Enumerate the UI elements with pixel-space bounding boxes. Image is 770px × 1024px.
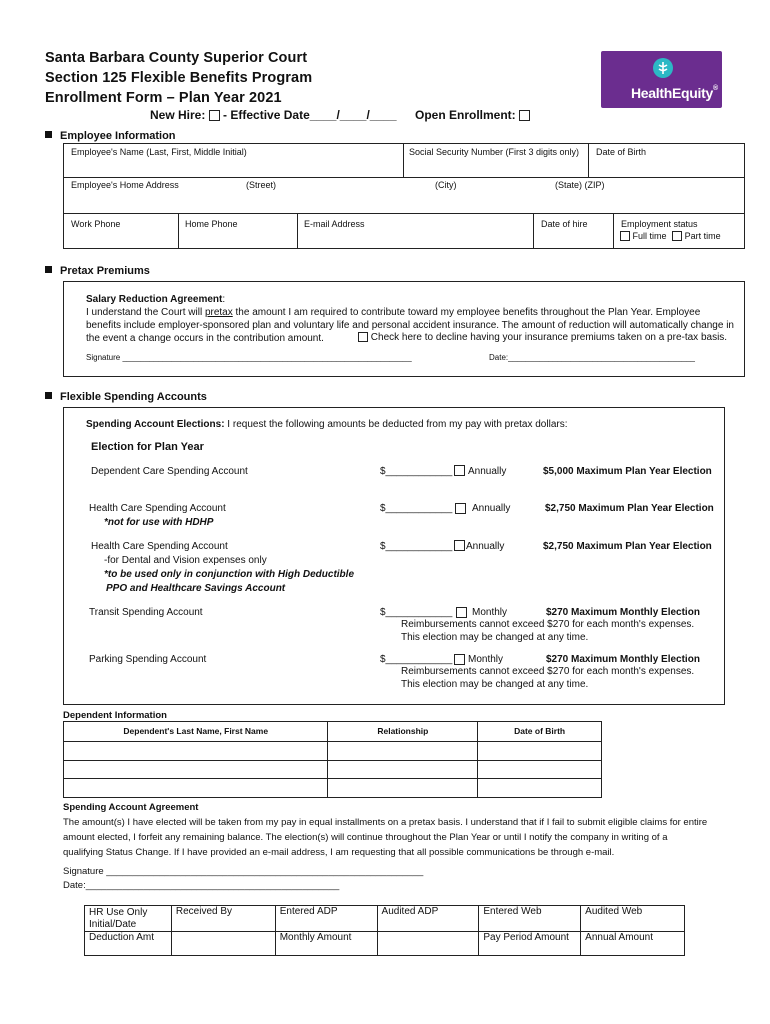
dependent-name-cell[interactable] — [64, 779, 328, 798]
health-care-freq: Annually — [472, 503, 511, 514]
dob-field[interactable]: Date of Birth — [596, 147, 647, 157]
dependent-care-max: $5,000 Maximum Plan Year Election — [543, 466, 712, 477]
limited-health-care-annually-checkbox[interactable] — [454, 540, 465, 551]
bullet-square-icon — [45, 392, 52, 399]
state-zip-label: (State) (ZIP) — [555, 180, 605, 190]
street-label: (Street) — [246, 180, 277, 190]
form-title-line3: Enrollment Form – Plan Year 2021 — [45, 90, 282, 106]
received-by-cell[interactable]: Received By — [171, 906, 275, 932]
limited-health-care-max: $2,750 Maximum Plan Year Election — [543, 541, 712, 552]
hr-use-only-cell: HR Use Only Initial/Date — [85, 906, 172, 932]
limited-health-care-freq: Annually — [466, 541, 505, 552]
pay-period-amount-cell[interactable]: Pay Period Amount — [479, 932, 581, 956]
employee-name-field[interactable]: Employee's Name (Last, First, Middle Initial) — [71, 147, 247, 157]
healthequity-logo — [601, 51, 722, 108]
dependent-name-header: Dependent's Last Name, First Name — [64, 722, 328, 742]
form-title-line2: Section 125 Flexible Benefits Program — [45, 70, 313, 86]
pretax-date-line[interactable]: Date:__________________________________________ — [489, 353, 695, 362]
fsa-section-heading: Flexible Spending Accounts — [45, 391, 207, 403]
dependent-relationship-cell[interactable] — [328, 761, 478, 779]
full-time-option: Full time Part time — [620, 231, 721, 241]
audited-adp-cell[interactable]: Audited ADP — [377, 906, 479, 932]
parking-amount-field[interactable]: $____________ — [380, 654, 453, 665]
dependent-care-label: Dependent Care Spending Account — [91, 466, 248, 477]
full-time-checkbox[interactable] — [620, 231, 630, 241]
new-hire-checkbox[interactable] — [209, 110, 220, 121]
work-phone-field[interactable]: Work Phone — [71, 219, 121, 229]
salary-reduction-agreement: Salary Reduction Agreement: I understand the Court will pretax the amount I am required to contribute toward my employee benefits throughout the Plan Year. Employee benefits include employer-sponsored plan and voluntary life and personal accident insurance. The amount of reduction will automatically change in the event a change occurs in the contribution amount. — [86, 294, 734, 344]
parking-change-note: This election may be changed at any time. — [401, 679, 589, 690]
limited-health-care-note1: *to be used only in conjunction with High Deductible — [104, 569, 354, 580]
dependent-dob-header: Date of Birth — [478, 722, 602, 742]
entered-adp-cell[interactable]: Entered ADP — [275, 906, 377, 932]
employee-section-heading: Employee Information — [45, 130, 176, 142]
deduction-blank-cell[interactable] — [171, 932, 275, 956]
elections-intro: Spending Account Elections: I request the following amounts be deducted from my pay with pretax dollars: — [86, 419, 568, 430]
dependent-care-amount-field[interactable]: $____________ — [380, 466, 453, 477]
transit-amount-field[interactable]: $____________ — [380, 607, 453, 618]
spending-agreement-text: The amount(s) I have elected will be taken from my pay in equal installments on a pretax basis. I understand that if I fail to submit eligible claims for entire amount elected, I forfeit any remaining balance. The election(s) will continue throughout the Plan Year or until I notify the company in writing of a qualifying Status Change. If I have provided an e-mail address, I am requesting that all possible communications be through e-mail. — [63, 817, 708, 858]
open-enrollment-row — [415, 108, 530, 122]
dependent-name-cell[interactable] — [64, 761, 328, 779]
parking-max: $270 Maximum Monthly Election — [546, 654, 700, 665]
logo-emblem-icon — [653, 58, 673, 78]
table-row[interactable] — [64, 761, 602, 779]
logo-text: HealthEquity® — [631, 85, 718, 101]
entered-web-cell[interactable]: Entered Web — [479, 906, 581, 932]
health-care-annually-checkbox[interactable] — [455, 503, 466, 514]
agreement-date-line[interactable]: Date:________________________________________________ — [63, 880, 340, 891]
dependent-care-freq: Annually — [468, 466, 507, 477]
health-care-amount-field[interactable]: $____________ — [380, 503, 453, 514]
city-label: (City) — [435, 180, 457, 190]
parking-monthly-checkbox[interactable] — [454, 654, 465, 665]
bullet-square-icon — [45, 131, 52, 138]
dependent-table — [63, 721, 602, 798]
transit-label: Transit Spending Account — [89, 607, 203, 618]
date-of-hire-field[interactable]: Date of hire — [541, 219, 588, 229]
agreement-signature-line[interactable]: Signature ____________________________________________________________ — [63, 866, 424, 877]
deduction-amt-cell: Deduction Amt — [85, 932, 172, 956]
home-phone-field[interactable]: Home Phone — [185, 219, 238, 229]
monthly-amount-value-cell[interactable] — [377, 932, 479, 956]
transit-change-note: This election may be changed at any time. — [401, 632, 589, 643]
home-address-field[interactable]: Employee's Home Address — [71, 180, 179, 190]
ssn-field[interactable]: Social Security Number (First 3 digits only) — [409, 147, 580, 157]
limited-health-care-sub: -for Dental and Vision expenses only — [104, 555, 267, 566]
health-care-max: $2,750 Maximum Plan Year Election — [545, 503, 714, 514]
transit-monthly-checkbox[interactable] — [456, 607, 467, 618]
email-field[interactable]: E-mail Address — [304, 219, 365, 229]
table-row[interactable] — [64, 779, 602, 798]
employment-status-label: Employment status — [621, 219, 698, 229]
dependent-relationship-header: Relationship — [328, 722, 478, 742]
plan-year-heading: Election for Plan Year — [91, 441, 204, 453]
parking-freq: Monthly — [468, 654, 504, 665]
part-time-checkbox[interactable] — [672, 231, 682, 241]
open-enrollment-checkbox[interactable] — [519, 110, 530, 121]
limited-health-care-label: Health Care Spending Account — [91, 541, 228, 552]
dependent-dob-cell[interactable] — [478, 742, 602, 761]
health-care-label: Health Care Spending Account — [89, 503, 226, 514]
decline-pretax-checkbox[interactable] — [358, 332, 368, 342]
pretax-section-heading: Pretax Premiums — [45, 265, 150, 277]
new-hire-label: New Hire: — [150, 108, 206, 122]
limited-health-care-amount-field[interactable]: $____________ — [380, 541, 453, 552]
dependent-relationship-cell[interactable] — [328, 742, 478, 761]
audited-web-cell[interactable]: Audited Web — [581, 906, 685, 932]
effective-date-label: - Effective Date____/____/____ — [223, 108, 397, 122]
transit-max: $270 Maximum Monthly Election — [546, 607, 700, 618]
parking-label: Parking Spending Account — [89, 654, 207, 665]
bullet-square-icon — [45, 266, 52, 273]
hr-use-table — [84, 905, 685, 956]
dependent-dob-cell[interactable] — [478, 761, 602, 779]
dependent-dob-cell[interactable] — [478, 779, 602, 798]
dependent-care-annually-checkbox[interactable] — [454, 465, 465, 476]
spending-agreement-heading: Spending Account Agreement — [63, 802, 199, 813]
transit-reimbursement-note: Reimbursements cannot exceed $270 for each month's expenses. — [401, 619, 695, 630]
monthly-amount-cell[interactable]: Monthly Amount — [275, 932, 377, 956]
pretax-signature-line[interactable]: Signature _________________________________________________________________ — [86, 353, 412, 362]
table-row[interactable] — [64, 742, 602, 761]
limited-health-care-note2: PPO and Healthcare Savings Account — [106, 583, 286, 594]
form-title-line1: Santa Barbara County Superior Court — [45, 50, 308, 66]
dependent-info-heading: Dependent Information — [63, 710, 167, 721]
health-care-note: *not for use with HDHP — [104, 517, 214, 528]
transit-freq: Monthly — [472, 607, 508, 618]
dependent-name-cell[interactable] — [64, 742, 328, 761]
decline-pretax-option: Check here to decline having your insurance premiums taken on a pre-tax basis. — [358, 332, 727, 343]
parking-reimbursement-note: Reimbursements cannot exceed $270 for each month's expenses. — [401, 666, 695, 677]
annual-amount-cell[interactable]: Annual Amount — [581, 932, 685, 956]
dependent-relationship-cell[interactable] — [328, 779, 478, 798]
open-enrollment-label: Open Enrollment: — [415, 108, 516, 122]
new-hire-row — [150, 108, 397, 122]
